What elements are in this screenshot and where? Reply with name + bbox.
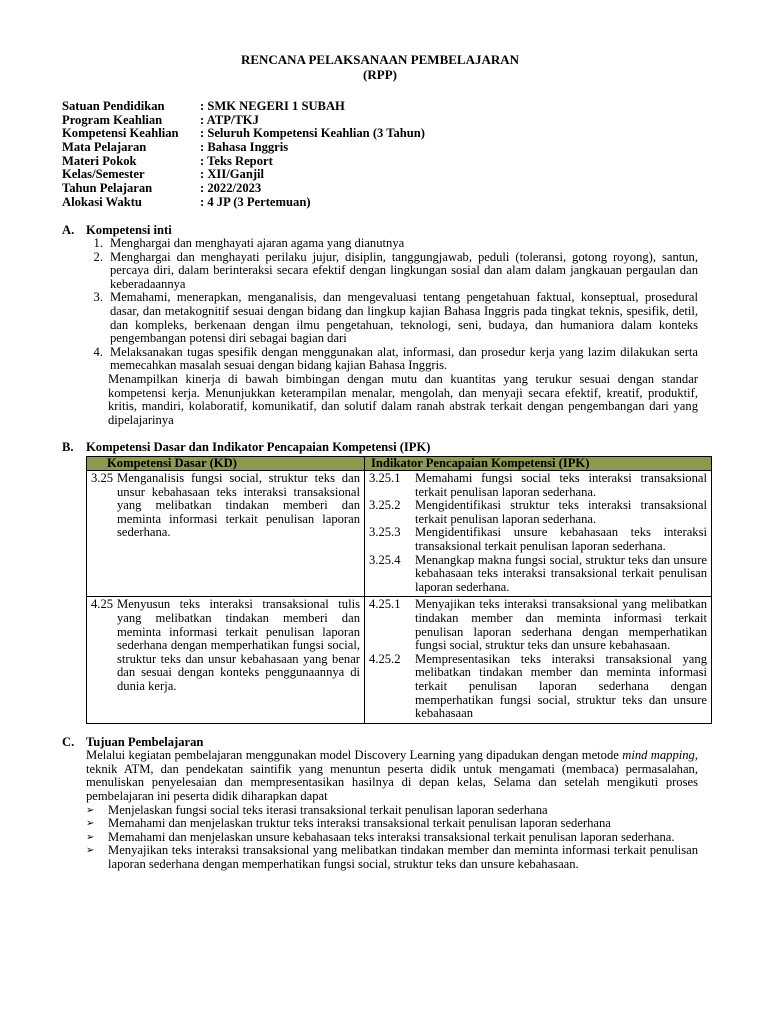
ipk-text: Menangkap makna fungsi social, struktur teks dan unsure kebahasaan teks interaksi transaksional terkait penulisan laporan sederhana. bbox=[415, 552, 707, 594]
identity-label: Kelas/Semester bbox=[62, 167, 145, 182]
list-text: Menghargai dan menghayati ajaran agama yang dianutnya bbox=[110, 236, 405, 251]
list-item bbox=[86, 817, 698, 831]
identity-row bbox=[62, 141, 698, 155]
kd-text: Menyusun teks interaksi transaksional tulis yang melibatkan tindakan memberi dan meminta informasi terkait penulisan laporan sederhana dengan memperhatikan fungsi social, struktur teks dan unsur kebahasaan yang benar dan sesuai dengan konteks penggunaannya di dunia kerja. bbox=[117, 597, 360, 693]
list-item bbox=[86, 346, 698, 373]
tujuan-text-end: , teknik ATM, dan pendekatan saintifik yang menuntun peserta didik untuk mengamati (membaca) permasalahan, menuliskan penyelesaian dan mempresentasikan hasilnya di depan kelas, Selama dan setelah mengikuti proses pembelajaran ini peserta didik diharapkan dapat bbox=[86, 748, 698, 804]
section-letter: B. bbox=[62, 440, 74, 455]
list-item bbox=[86, 237, 698, 251]
kd-text: Menganalisis fungsi social, struktur teks dan unsur kebahasaan teks interaksi transaksional yang melibatkan tindakan memberi dan meminta informasi terkait penulisan laporan sederhana. bbox=[117, 471, 360, 540]
ipk-item bbox=[369, 472, 707, 499]
ipk-item bbox=[369, 526, 707, 553]
ipk-number: 3.25.3 bbox=[369, 525, 401, 540]
ipk-item bbox=[369, 653, 707, 721]
column-header-ipk: Indikator Pencapaian Kompetensi (IPK) bbox=[365, 457, 712, 471]
list-text: Menghargai dan menghayati perilaku jujur, disiplin, tanggungjawab, peduli (toleransi, gotong royong), santun, percaya diri, dalam berinteraksi secara efektif dengan lingkungan sosial dan alam dalam jangkauan pergaulan dan keberadaannya bbox=[110, 249, 698, 291]
title-line-1: RENCANA PELAKSANAAN PEMBELAJARAN bbox=[240, 52, 520, 67]
list-number: 3. bbox=[93, 290, 103, 305]
ipk-text: Memahami fungsi social teks interaksi transaksional terkait penulisan laporan sederhana. bbox=[415, 471, 707, 499]
ipk-number: 3.25.2 bbox=[369, 498, 401, 513]
identity-value: : Bahasa Inggris bbox=[200, 140, 289, 155]
section-title: Kompetensi inti bbox=[86, 222, 172, 237]
table-header-row bbox=[87, 457, 712, 471]
ipk-cell bbox=[365, 597, 712, 723]
list-number: 2. bbox=[93, 249, 103, 264]
section-title: Kompetensi Dasar dan Indikator Pencapaian Kompetensi (IPK) bbox=[86, 440, 431, 455]
arrow-bullet-icon: ➢ bbox=[86, 804, 95, 816]
identity-value: : 4 JP (3 Pertemuan) bbox=[200, 194, 311, 209]
identity-label: Satuan Pendidikan bbox=[62, 99, 165, 113]
identity-table bbox=[62, 100, 698, 210]
list-text: Memahami dan menjelaskan truktur teks interaksi transaksional terkait penulisan laporan sederhana bbox=[108, 816, 611, 831]
kd-number: 4.25 bbox=[91, 597, 114, 612]
list-text: Memahami, menerapkan, menganalisis, dan mengevaluasi tentang pengetahuan faktual, konseptual, prosedural dasar, dan metakognitif sesuai dengan bidang dan lingkup kajian Bahasa Inggris pada tingkat teknis, spesifik, detil, dan kompleks, berkenaan dengan ilmu pengetahuan, teknologi, seni, budaya, dan humaniora dalam konteks pengembangan potensi diri sebagai bagian dari bbox=[110, 290, 698, 346]
ipk-number: 3.25.4 bbox=[369, 552, 401, 567]
list-item bbox=[86, 251, 698, 292]
identity-label: Mata Pelajaran bbox=[62, 140, 147, 155]
section-c-heading bbox=[62, 736, 698, 750]
title-line-2: (RPP) bbox=[363, 67, 397, 82]
arrow-bullet-icon: ➢ bbox=[86, 818, 95, 830]
list-number: 4. bbox=[93, 344, 103, 359]
tujuan-text-start: Melalui kegiatan pembelajaran menggunakan model Discovery Learning yang dipadukan dengan metode bbox=[86, 748, 623, 763]
kd-ipk-table bbox=[86, 456, 712, 724]
ipk-number: 4.25.1 bbox=[369, 597, 401, 612]
identity-label: Materi Pokok bbox=[62, 153, 137, 168]
identity-value: : 2022/2023 bbox=[200, 181, 262, 196]
list-text: Memahami dan menjelaskan unsure kebahasaan teks interaksi transaksional terkait penulisan laporan sederhana. bbox=[108, 829, 675, 844]
identity-row bbox=[62, 182, 698, 196]
section-a-heading bbox=[62, 224, 698, 238]
ipk-text: Mengidentifikasi unsure kebahasaan teks interaksi transaksional terkait penulisan laporan sederhana. bbox=[415, 525, 707, 553]
section-letter: C. bbox=[62, 734, 75, 749]
list-text: Menjelaskan fungsi social teks iterasi transaksional terkait penulisan laporan sederhana bbox=[108, 802, 548, 817]
ipk-number: 4.25.2 bbox=[369, 651, 401, 666]
list-item bbox=[86, 291, 698, 345]
identity-value: : Seluruh Kompetensi Keahlian (3 Tahun) bbox=[200, 126, 425, 141]
identity-row bbox=[62, 168, 698, 182]
list-text: Menyajikan teks interaksi transaksional yang melibatkan tindakan member dan meminta informasi terkait penulisan laporan sederhana dengan memperhatikan fungsi social, struktur teks dan unsure kebahasaan. bbox=[108, 843, 698, 872]
identity-row bbox=[62, 114, 698, 128]
identity-value: : Teks Report bbox=[200, 153, 273, 168]
identity-value: : SMK NEGERI 1 SUBAH bbox=[200, 99, 345, 113]
document-title bbox=[62, 52, 698, 82]
ipk-cell bbox=[365, 471, 712, 597]
list-item bbox=[86, 844, 698, 871]
tujuan-paragraph bbox=[86, 749, 698, 803]
ipk-item bbox=[369, 554, 707, 595]
kd-number: 3.25 bbox=[91, 471, 114, 485]
ipk-item bbox=[369, 499, 707, 526]
identity-label: Kompetensi Keahlian bbox=[62, 126, 179, 141]
identity-label: Tahun Pelajaran bbox=[62, 181, 153, 196]
identity-label: Program Keahlian bbox=[62, 112, 163, 127]
list-item bbox=[86, 831, 698, 845]
identity-value: : XII/Ganjil bbox=[200, 167, 265, 182]
arrow-bullet-icon: ➢ bbox=[86, 831, 95, 843]
kd-cell bbox=[87, 471, 365, 597]
ipk-text: Mempresentasikan teks interaksi transaksional yang melibatkan tindakan member dan meminta informasi terkait penulisan laporan sederhana dengan memperhatikan fungsi social, struktur teks dan unsure kebahasaan bbox=[415, 651, 707, 721]
identity-row bbox=[62, 100, 698, 114]
list-number: 1. bbox=[93, 236, 103, 251]
column-header-kd: Kompetensi Dasar (KD) bbox=[87, 457, 365, 471]
kd-cell bbox=[87, 597, 365, 723]
section-letter: A. bbox=[62, 222, 75, 237]
tujuan-text-italic: mind mapping bbox=[622, 748, 695, 763]
identity-row bbox=[62, 196, 698, 210]
table-row bbox=[87, 597, 712, 723]
identity-row bbox=[62, 155, 698, 169]
ipk-text: Mengidentifikasi struktur teks interaksi transaksional terkait penulisan laporan sederhana. bbox=[415, 498, 707, 526]
identity-value: : ATP/TKJ bbox=[200, 112, 259, 127]
section-b-heading bbox=[62, 441, 698, 455]
identity-label: Alokasi Waktu bbox=[62, 194, 142, 209]
kompetensi-inti-list bbox=[86, 237, 698, 373]
ipk-text: Menyajikan teks interaksi transaksional yang melibatkan tindakan member dan meminta informasi terkait penulisan laporan sederhana dengan memperhatikan fungsi social, struktur teks dan unsure kebahasaan. bbox=[415, 597, 707, 653]
tujuan-bullet-list bbox=[86, 804, 698, 872]
ipk-number: 3.25.1 bbox=[369, 471, 401, 485]
document-page bbox=[62, 52, 707, 872]
identity-row bbox=[62, 127, 698, 141]
kompetensi-inti-extra: Menampilkan kinerja di bawah bimbingan dengan mutu dan kuantitas yang terukur sesuai dengan standar kompetensi kerja. Menunjukkan keterampilan menalar, mengolah, dan menyaji secara efektif, kreatif, produktif, kritis, mandiri, kolaboratif, komunikatif, dan solutif dalam ranah abstrak terkait dengan pengembangan dari yang dipelajarinya bbox=[108, 372, 698, 427]
arrow-bullet-icon: ➢ bbox=[86, 845, 95, 857]
table-row bbox=[87, 471, 712, 597]
section-title: Tujuan Pembelajaran bbox=[86, 734, 204, 749]
list-text: Melaksanakan tugas spesifik dengan menggunakan alat, informasi, dan prosedur kerja yang lazim dilakukan serta memecahkan masalah sesuai dengan bidang kajian Bahasa Inggris. bbox=[110, 344, 698, 373]
ipk-item bbox=[369, 598, 707, 652]
list-item bbox=[86, 804, 698, 818]
